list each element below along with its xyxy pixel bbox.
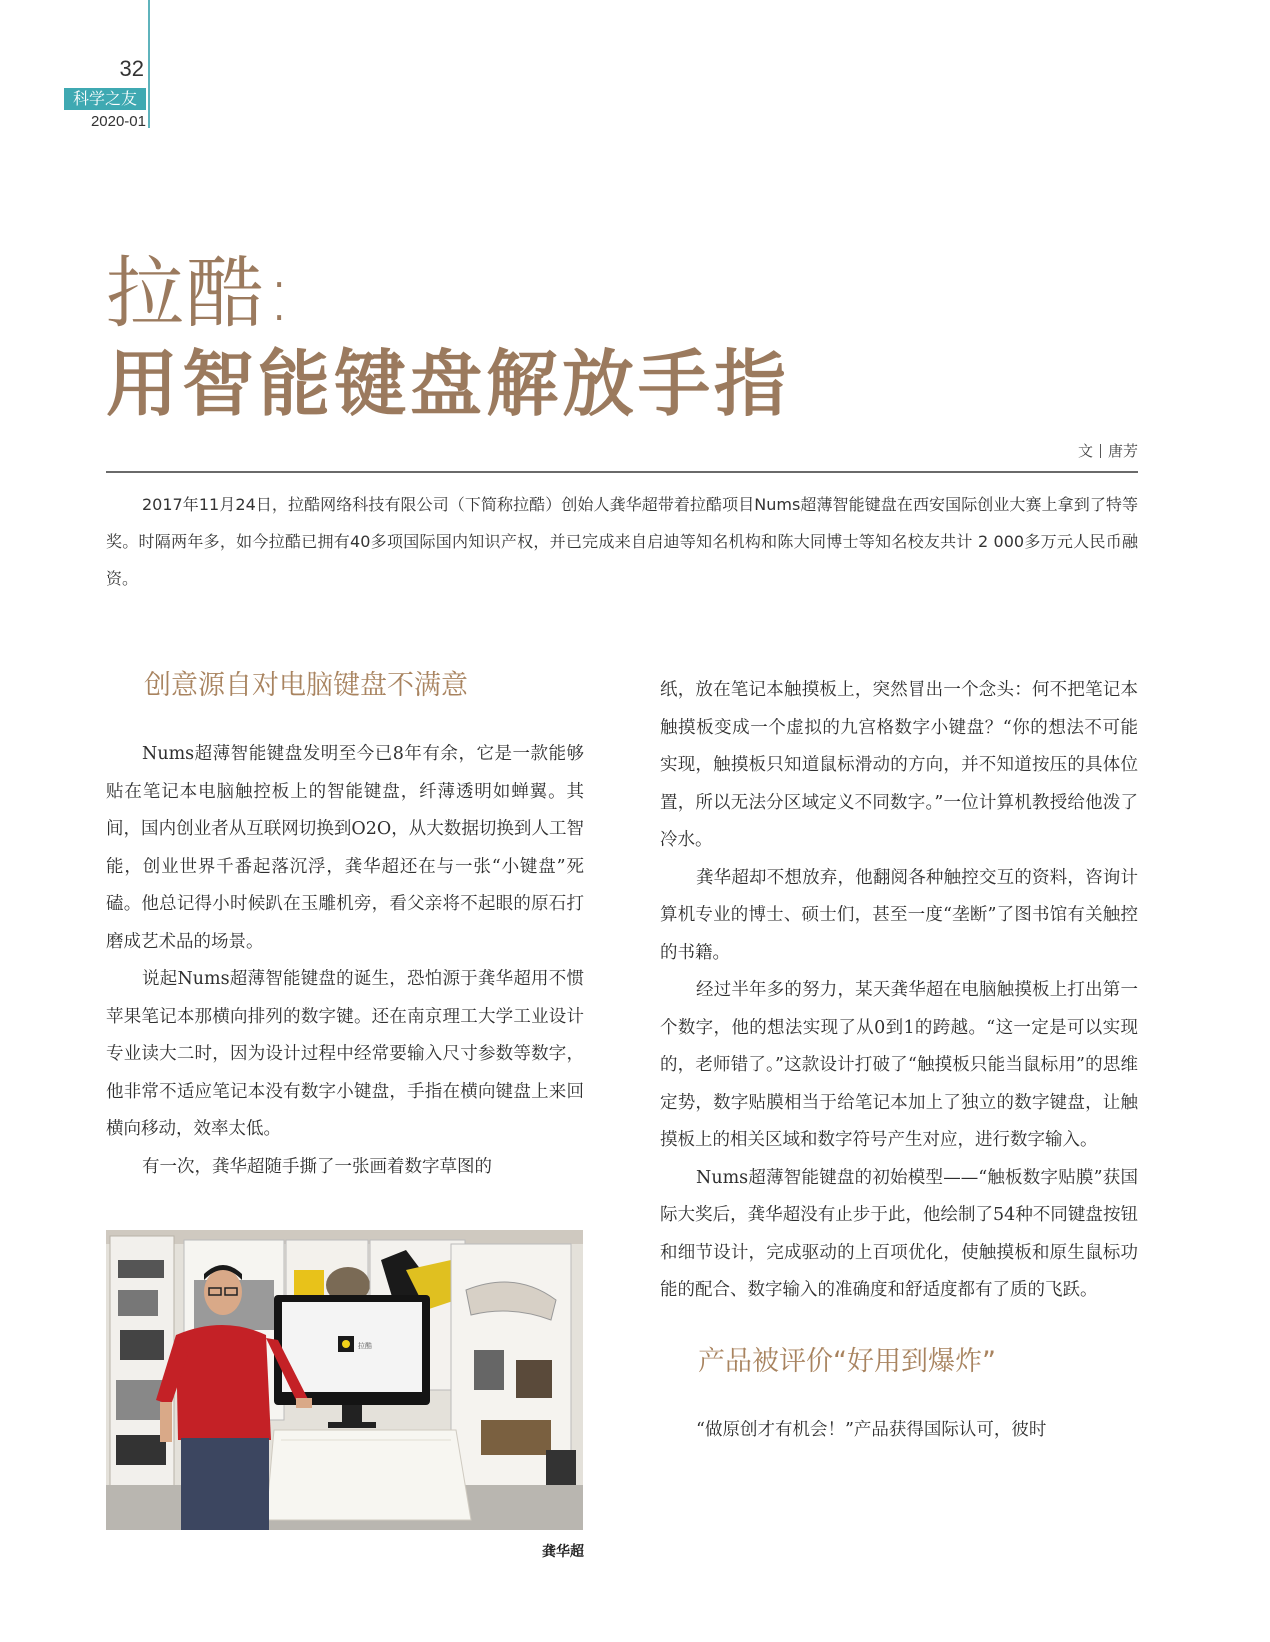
body-paragraph: 经过半年多的努力，某天龚华超在电脑触摸板上打出第一个数字，他的想法实现了从0到1的跨越。“这一定是可以实现的，老师错了。”这款设计打破了“触摸板只能当鼠标用”的思维定势，数字贴膜相当于给笔记本加上了独立的数字键盘，让触摸板上的相关区域和数字符号产生对应，进行数字输入。 xyxy=(660,980,1138,1150)
body-paragraph: Nums超薄智能键盘发明至今已8年有余，它是一款能够贴在笔记本电脑触控板上的智能键盘，纤薄透明如蝉翼。其间，国内创业者从互联网切换到O2O，从大数据切换到人工智能，创业世界千番起落沉浮，龚华超还在与一张“小键盘”死磕。他总记得小时候趴在玉雕机旁，看父亲将不起眼的原石打磨成艺术品的场景。 xyxy=(106,744,584,952)
article-title-line2: 用智能键盘解放手指 xyxy=(106,342,791,426)
author-name: 唐芳 xyxy=(1107,442,1138,460)
article-photo xyxy=(106,1230,583,1530)
body-paragraph: 纸，放在笔记本触摸板上，突然冒出一个念头：何不把笔记本触摸板变成一个虚拟的九宫格数字小键盘？“你的想法不可能实现，触摸板只知道鼠标滑动的方向，并不知道按压的具体位置，所以无法分区域定义不同数字。”一位计算机教授给他泼了冷水。 xyxy=(660,680,1138,850)
article-title-line1: 拉酷: xyxy=(106,249,295,339)
body-paragraph: Nums超薄智能键盘的初始模型——“触板数字贴膜”获国际大奖后，龚华超没有止步于此，他绘制了54种不同键盘按钮和细节设计，完成驱动的上百项优化，使触摸板和原生鼠标功能的配合、数字输入的准确度和舒适度都有了质的飞跃。 xyxy=(660,1167,1138,1300)
byline xyxy=(1078,440,1138,461)
body-paragraph: 有一次，龚华超随手撕了一张画着数字草图的 xyxy=(142,1156,492,1177)
header-divider-line xyxy=(148,0,150,128)
lead-paragraph: 2017年11月24日，拉酷网络科技有限公司（下简称拉酷）创始人龚华超带着拉酷项目Nums超薄智能键盘在西安国际创业大赛上拿到了特等奖。时隔两年多，如今拉酷已拥有40多项国际国内知识产权，并已完成来自启迪等知名机构和陈大同博士等知名校友共计 2 000多万元人民币融资。 xyxy=(106,495,1138,588)
body-paragraph: 说起Nums超薄智能键盘的诞生，恐怕源于龚华超用不惯苹果笔记本那横向排列的数字键。还在南京理工大学工业设计专业读大二时，因为设计过程中经常要输入尺寸参数等数字，他非常不适应笔记本没有数字小键盘，手指在横向键盘上来回横向移动，效率太低。 xyxy=(106,969,584,1140)
left-column xyxy=(106,670,584,1186)
magazine-name: 科学之友 xyxy=(64,88,146,110)
page-number: 32 xyxy=(119,56,144,81)
right-column xyxy=(660,672,1138,1449)
body-paragraph: 龚华超却不想放弃，他翻阅各种触控交互的资料，咨询计算机专业的博士、硕士们，甚至一度“垄断”了图书馆有关触控的书籍。 xyxy=(660,867,1138,963)
monitor-logo-text: 拉酷 xyxy=(358,1342,372,1350)
issue-date: 2020-01 xyxy=(90,113,146,130)
photo-caption: 龚华超 xyxy=(542,1544,584,1560)
body-paragraph: “做原创才有机会！”产品获得国际认可，彼时 xyxy=(696,1419,1047,1440)
section-heading-1: 创意源自对电脑键盘不满意 xyxy=(144,670,468,701)
byline-separator xyxy=(1100,444,1101,458)
section-heading-2: 产品被评价“好用到爆炸” xyxy=(698,1345,996,1377)
byline-prefix: 文 xyxy=(1077,442,1093,460)
title-rule xyxy=(106,471,1138,473)
